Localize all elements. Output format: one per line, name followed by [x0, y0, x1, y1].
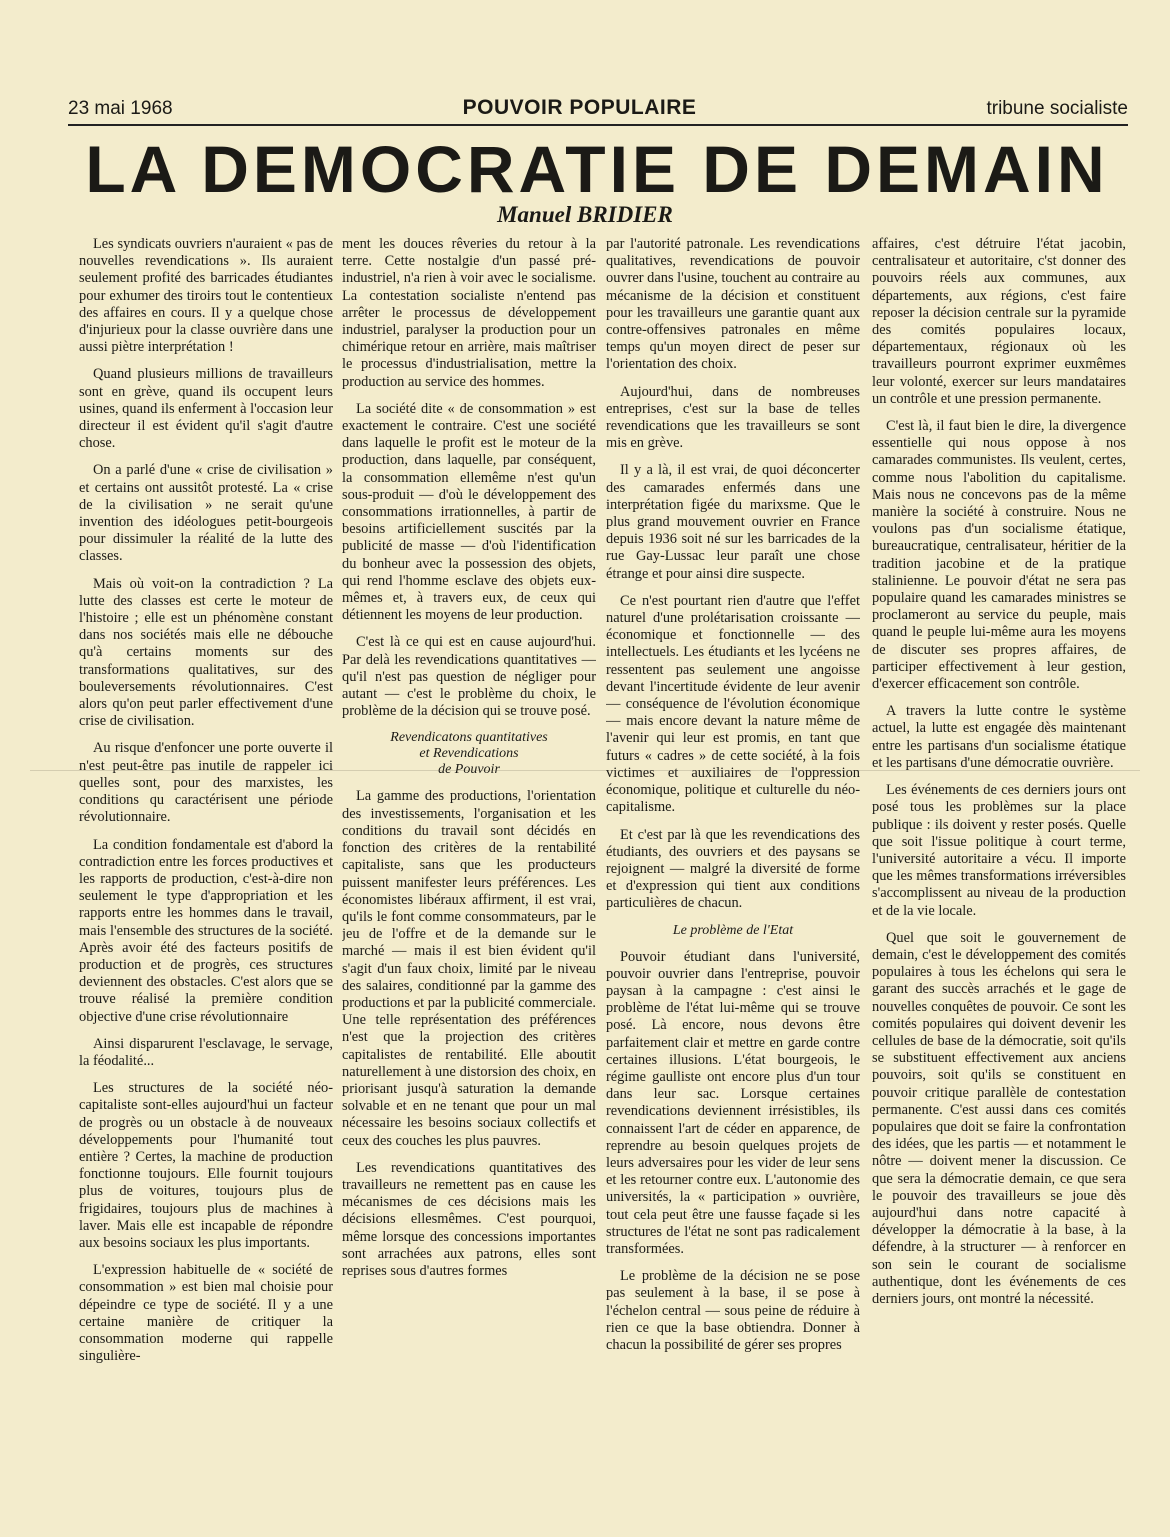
paragraph: Les revendications quantitatives des travailleurs ne remettent pas en cause les mécanismes de ces décisions mais les décisions ellesmêmes. C'est pourquoi, même lorsque des concessions importantes sont arrachées aux patrons, elles sont reprises sous d'autres formes [342, 1159, 596, 1279]
paragraph: Au risque d'enfoncer une porte ouverte il n'est peut-être pas inutile de rappeler ici quelles sont, pour des marxistes, les conditions qu caractérisent une période révolutionnaire. [79, 740, 333, 826]
paragraph: Aujourd'hui, dans de nombreuses entreprises, c'est sur la base de telles revendications que les travailleurs se sont mis en grève. [606, 383, 860, 452]
paragraph: par l'autorité patronale. Les revendications qualitatives, revendications de pouvoir ouvrer dans l'usine, touchent au contraire au mécanisme de la décision et constituent pour les travailleurs une garantie quant aux contre-offensives patronales en même temps qu'un moyen direct de peser sur l'orientation des choix. [606, 236, 860, 373]
paragraph: La société dite « de consommation » est exactement le contraire. C'est une société dans laquelle le profit est le moteur de la production, dans laquelle, par conséquent, la consommation ellemême n'est qu'un sous-produit — d'où le développement des consommations irrationnelles, à partir de besoins artificiellement suscités par la publicité de masse — d'où l'identification du bonheur avec la possession des objets, qui rend l'homme esclave des objets eux-mêmes et, à travers eux, de ceux qui détiennent les moyens de leur production. [342, 400, 596, 624]
article-author: Manuel BRIDIER [497, 202, 673, 227]
paragraph: A travers la lutte contre le système actuel, la lutte est engagée dès maintenant entre les partisans d'un socialisme étatique et les partisans d'une démocratie ouvrière. [872, 703, 1126, 771]
paragraph: C'est là, il faut bien le dire, la divergence essentielle qui nous oppose à nos camarades communistes. Ils veulent, certes, comme nous l'abolition du capitalisme. Mais nous ne concevons pas de la même manière la société à construire. Nous ne voulons pas d'un socialisme étatique, bureaucratique, centralisateur, héritier de la tradition jacobine et de la pratique stalinienne. Le pouvoir d'état ne sera pas populaire quand les camarades ministres se proclameront au service du peuple, mais quand le peuple lui-même aura les moyens de discuter ses propres affaires, de participer effectivement à leur gestion, d'exercer efficacement son contrôle. [872, 418, 1126, 693]
paragraph: On a parlé d'une « crise de civilisation » et certains ont aussitôt protesté. La « crise de la civilisation » ne serait qu'une invention des idéologues petit-bourgeois pour dissimuler la réalité de la lutte des classes. [79, 462, 333, 565]
paragraph: Pouvoir étudiant dans l'université, pouvoir ouvrier dans l'entreprise, pouvoir paysan à la campagne : c'est ainsi le problème de l'état lui-même qui se trouve posé. Là encore, nous devons être parfaitement clair et mettre en garde contre certaines illusions. L'état bourgeois, le régime gaulliste ont encore plus d'un tour dans leur sac. Lorsque certaines revendications deviennent irrésistibles, ils connaissent l'art de céder en apparence, de reprendre au besoin quelques projets de leurs adversaires pour les vider de leur sens et les retourner contre eux. L'autonomie des universités, la « participation » ouvrière, tout cela peut être une fausse façade si les structures de l'état ne sont pas radicalement transformées. [606, 948, 860, 1257]
article-column-2 [342, 236, 596, 1506]
paragraph: Ce n'est pourtant rien d'autre que l'effet naturel d'une prolétarisation croissante — économique et fonctionnelle — des intellectuels. Les étudiants et les lycéens ne ressentent pas seulement une angoisse devant l'incertitude évidente de leur avenir — conséquence de l'évolution économique — mais encore devant la nature même de l'avenir qui leur est promis, en tant que futurs « cadres » de cette société, à la fois victimes et auxiliaires de l'oppression économique, politique et culturelle du néo-capitalisme. [606, 592, 860, 816]
paragraph: Ainsi disparurent l'esclavage, le servage, la féodalité... [79, 1035, 333, 1069]
article-column-1 [79, 236, 333, 1506]
paragraph: C'est là ce qui est en cause aujourd'hui. Par delà les revendications quantitatives — qu'il n'est pas question de négliger pour autant — c'est le problème du choix, le problème de la décision qui se trouve posé. [342, 634, 596, 720]
paragraph: La condition fondamentale est d'abord la contradiction entre les forces productives et les rapports de production, c'est-à-dire non seulement le type d'appropriation et les rapports entre les hommes dans le travail, mais l'ensemble des structures de la société. Après avoir été des facteurs positifs de production et de progrès, ces structures deviennent des obstacles. C'est alors que se trouve réalisé la première condition objective d'une crise révolutionnaire [79, 836, 333, 1025]
paragraph: Le problème de la décision ne se pose pas seulement à la base, il se pose à l'échelon central — sous peine de réduire à rien ce que la base obtiendra. Donner à chacun la possibilité de gérer ses propres [606, 1268, 860, 1353]
article-column-4 [872, 236, 1126, 1506]
subheading: Revendicatons quantitatives et Revendications de Pouvoir [390, 730, 548, 778]
paper-fold-line [30, 770, 1140, 771]
paragraph: Et c'est par là que les revendications des étudiants, des ouvriers et des paysans se rejoignent — malgré la diversité de forme et d'expression qui tient aux conditions particulières de chacun. [606, 826, 860, 912]
paragraph: L'expression habituelle de « société de consommation » est bien mal choisie pour dépeindre ce type de société. Il y a une certaine manière de critiquer la consommation moderne qui rappelle singulière- [79, 1262, 333, 1365]
subheading: Le problème de l'Etat [672, 922, 794, 938]
paragraph: La gamme des productions, l'orientation des investissements, l'organisation et les conditions du travail sont décidés en fonction des critères de la rentabilité capitaliste, sans que les producteurs puissent manifester leurs préférences. Les économistes libéraux affirment, il est vrai, qu'ils le font comme consommateurs, par le jeu de l'offre et de la demande sur le marché — mais il est bien évident qu'il s'agit d'un faux choix, limité par le niveau des salaires, conditionné par la gamme des productions et par la publicité commerciale. Une telle représentation des préférences n'est que la projection des critères capitalistes de rentabilité. Elle aboutit naturellement à une distorsion des choix, en priorisant jusqu'à saturation la demande solvable et en ne tenant que pour un mal nécessaire les besoins sociaux collectifs et ceux des couches les plus pauvres. [342, 788, 596, 1149]
article-column-3 [606, 236, 860, 1506]
issue-date: 23 mai 1968 [68, 98, 173, 119]
paragraph: Quand plusieurs millions de travailleurs sont en grève, quand ils occupent leurs usines, quand ils enferment à l'occasion leur directeur il est évident qu'il s'agit d'autre chose. [79, 366, 333, 452]
publication-name: tribune socialiste [986, 98, 1128, 119]
paragraph: Les syndicats ouvriers n'auraient « pas de nouvelles revendications ». Ils auraient seulement profité des barricades étudiantes pour exhumer des tiroirs tout le contentieux des affaires en cours. Il y a quelque chose d'injurieux pour la classe ouvrière dans une aussi piètre interprétation ! [79, 236, 333, 356]
section-title: POUVOIR POPULAIRE [462, 96, 697, 119]
paragraph: Mais où voit-on la contradiction ? La lutte des classes est certe le moteur de l'histoire ; elle est un phénomène constant dans nos sociétés mais elle ne débouche qu'à certains moments sur des transformations qualitatives, sur des bouleversements révolutionnaires. C'est alors qu'on peut parler effectivement d'une crise de civilisation. [79, 575, 333, 730]
paragraph: ment les douces rêveries du retour à la terre. Cette nostalgie d'un passé pré-industriel, n'a rien à voir avec le socialisme. La contestation socialiste n'entend pas arrêter le processus de développement industriel, paralyser la production pour un chimérique retour en arrière, mais maîtriser le processus d'industrialisation, mettre la production au service des hommes. [342, 236, 596, 390]
paragraph: Les événements de ces derniers jours ont posé tous les problèmes sur la place publique : ils doivent y rester posés. Quelle que soit l'issue politique à court terme, l'université autoritaire a vécu. Il importe que les mêmes transformations irréversibles s'accomplissent au niveau de la production et de la vie locale. [872, 782, 1126, 919]
paragraph: affaires, c'est détruire l'état jacobin, centralisateur et autoritaire, c'st donner des pouvoirs réels aux communes, aux départements, aux régions, c'est faire reposer la décision centrale sur la pyramide des comités populaires locaux, départementaux, régionaux où les travailleurs pourront exprimer euxmêmes leur volonté, exercer sur leurs mandataires un contrôle et une pression permanente. [872, 236, 1126, 407]
paragraph: Les structures de la société néo-capitaliste sont-elles aujourd'hui un facteur de progrès ou un obstacle à de nouveaux développements pour l'humanité tout entière ? Certes, la machine de production fonctionne toujours. Elle fournit toujours plus de voitures, toujours plus de frigidaires, toujours plus de machines à laver. Mais elle est incapable de répondre aux besoins sociaux les plus importants. [79, 1080, 333, 1251]
paragraph: Il y a là, il est vrai, de quoi déconcerter des camarades enfermés dans une interprétation figée du marixsme. Que le plus grand mouvement ouvrier en France depuis 1936 soit né sur les barricades de la rue Gay-Lussac leur paraît une chose étrange et pour ainsi dire suspecte. [606, 462, 860, 582]
paragraph: Quel que soit le gouvernement de demain, c'est le développement des comités populaires à tous les échelons qui sera le garant des succès arrachés et le gage de nouvelles conquêtes de pouvoir. Ce sont les comités populaires qui doivent devenir les cellules de base de la démocratie, soit qu'ils se substituent effectivement aux anciens pouvoirs, soit qu'ils se constituent en pouvoir critique parallèle de contestation permanente. C'est aussi dans ces comités populaires que doit se faire la confrontation des idées, que les partis — et notamment le nôtre — doivent mener la discussion. Ce que sera la démocratie demain, ce que sera le pouvoir des travailleurs se joue dès aujourd'hui dans notre capacité à développer la démocratie à la base, à la défendre, à la structurer — à renforcer en son sein le courant de socialisme authentique, dont les événements de ces derniers jours, ont montré la nécessité. [872, 929, 1126, 1307]
article-headline: LA DEMOCRATIE DE DEMAIN [85, 132, 1109, 206]
masthead [68, 94, 1128, 126]
